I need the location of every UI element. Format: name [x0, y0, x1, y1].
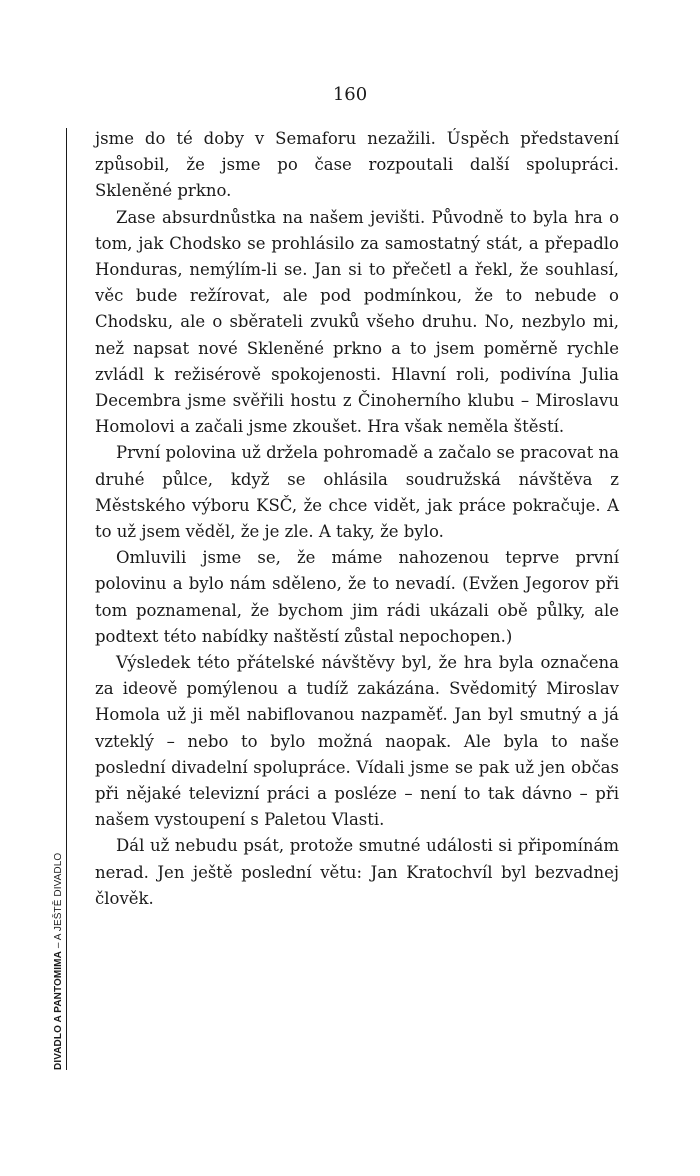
paragraph: Zase absurdnůstka na našem jevišti. Původně to byla hra o tom, jak Chodsko se prohlásilo za samostatný stát, a přepadlo Honduras, nemýlím-li se. Jan si to přečetl a řekl, že souhlasí, věc bude režírovat, ale pod podmínkou, že to nebude o Chodsku, ale o sběrateli zvuků všeho druhu. No, nezbylo mi, než napsat nové Skleněné prkno a to jsem poměrně rychle zvládl k režisérově spokojenosti. Hlavní roli, podivína Julia Decembra jsme svěřili hostu z Činoherního klubu – Miroslavu Homolovi a začali jsme zkoušet. Hra však neměla štěstí.: [95, 207, 619, 437]
body-text: [95, 126, 619, 912]
running-head-title: DIVADLO A PANTOMIMA: [53, 951, 64, 1070]
page-number: 160: [332, 84, 368, 105]
running-head: [52, 810, 66, 1070]
paragraph: Omluvili jsme se, že máme nahozenou teprve první polovinu a bylo nám sděleno, že to nevadí. (Evžen Jegorov při tom poznamenal, že bychom jim rádi ukázali obě půlky, ale podtext této nabídky naštěstí zůstal nepochopen.): [95, 548, 619, 646]
paragraph: První polovina už držela pohromadě a začalo se pracovat na druhé půlce, když se ohlásila soudružská návštěva z Městského výboru KSČ, že chce vidět, jak práce pokračuje. A to už jsem věděl, že je zle. A taky, že bylo.: [95, 443, 619, 542]
margin-rule: [66, 128, 67, 1070]
running-head-subtitle: – A JEŠTĚ DIVADLO: [53, 852, 64, 952]
paragraph: Dál už nebudu psát, protože smutné události si připomínám nerad. Jen ještě poslední větu: Jan Kratochvíl byl bezvadnej člověk.: [95, 836, 619, 908]
paragraph: Výsledek této přátelské návštěvy byl, že hra byla označena za ideově pomýlenou a tudíž zakázána. Svědomitý Miroslav Homola už ji měl nabiflovanou nazpaměť. Jan byl smutný a já vzteklý – nebo to bylo možná naopak. Ale byla to naše poslední divadelní spolupráce. Vídali jsme se pak už jen občas při nějaké televizní práci a posléze – není to tak dávno – při našem vystoupení s Paletou Vlasti.: [95, 653, 619, 830]
paragraph: jsme do té doby v Semaforu nezažili. Úspěch představení způsobil, že jsme po čase rozpoutali další spolupráci. Skleněné prkno.: [95, 129, 619, 201]
